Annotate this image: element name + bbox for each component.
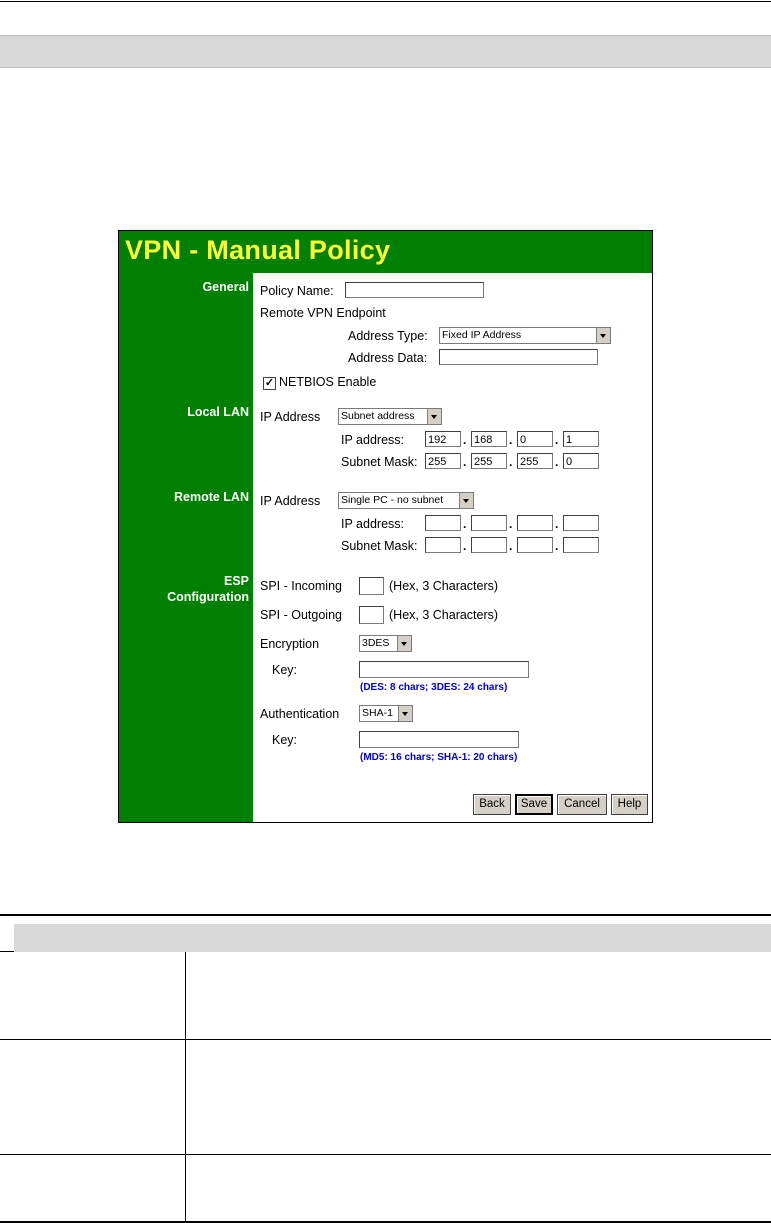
local-ip-octet-3[interactable]: 0 — [517, 431, 553, 447]
spi-incoming-label: SPI - Incoming — [260, 579, 342, 593]
encryption-value: 3DES — [362, 637, 390, 649]
spi-outgoing-input[interactable] — [359, 606, 384, 624]
section-esp-label: ESP — [223, 574, 249, 588]
page-header-bar — [0, 35, 771, 68]
cancel-button[interactable]: Cancel — [557, 794, 607, 815]
remote-ip-label: IP address: — [341, 517, 405, 531]
dot-separator: . — [463, 433, 467, 447]
remote-ip-address-label: IP Address — [260, 494, 321, 508]
dot-separator: . — [463, 455, 467, 469]
table-row — [0, 1155, 771, 1223]
section-general-label: General — [202, 280, 249, 294]
authentication-value: SHA-1 — [362, 707, 393, 719]
local-mask-octet-3[interactable]: 255 — [517, 453, 553, 469]
table-row — [0, 952, 771, 1040]
section-remote-lan-label: Remote LAN — [173, 490, 249, 504]
table-column-divider — [185, 1155, 186, 1221]
window-title: VPN - Manual Policy — [125, 235, 391, 265]
dot-separator: . — [509, 539, 513, 553]
dot-separator: . — [555, 433, 559, 447]
policy-form — [253, 273, 652, 822]
authentication-key-hint: (MD5: 16 chars; SHA-1: 20 chars) — [360, 752, 518, 763]
authentication-key-label: Key: — [272, 733, 298, 747]
chevron-down-icon — [459, 493, 473, 508]
remote-mask-octet-4[interactable] — [563, 537, 599, 553]
spi-incoming-hint: (Hex, 3 Characters) — [389, 579, 499, 593]
remote-mask-octet-1[interactable] — [425, 537, 461, 553]
table-column-divider — [185, 1040, 186, 1154]
remote-mask-octet-2[interactable] — [471, 537, 507, 553]
local-mask-label: Subnet Mask: — [341, 455, 418, 469]
chevron-down-icon — [398, 706, 412, 721]
authentication-select[interactable] — [359, 705, 413, 722]
table-header-shade — [14, 924, 771, 952]
local-mask-octet-2[interactable]: 255 — [471, 453, 507, 469]
window-title-bar — [119, 231, 652, 273]
table-column-divider — [185, 952, 186, 1039]
local-ip-octet-4[interactable]: 1 — [563, 431, 599, 447]
description-table — [0, 914, 771, 1223]
page-top-rule — [0, 1, 771, 2]
address-data-input[interactable] — [439, 349, 598, 365]
local-ip-octet-2[interactable]: 168 — [471, 431, 507, 447]
encryption-key-input[interactable] — [359, 661, 529, 678]
address-data-label: Address Data: — [348, 351, 428, 365]
remote-ip-octet-1[interactable] — [425, 515, 461, 531]
table-header-row — [0, 914, 771, 952]
remote-ip-octet-3[interactable] — [517, 515, 553, 531]
encryption-select[interactable] — [359, 635, 412, 652]
netbios-checkbox[interactable]: ✓ — [264, 377, 275, 389]
dot-separator: . — [509, 455, 513, 469]
dot-separator: . — [555, 539, 559, 553]
section-sidebar — [119, 273, 253, 822]
chevron-down-icon — [596, 328, 610, 343]
table-row — [0, 1040, 771, 1155]
authentication-key-input[interactable] — [359, 731, 519, 748]
dot-separator: . — [555, 517, 559, 531]
policy-name-label: Policy Name: — [260, 284, 334, 298]
dot-separator: . — [509, 433, 513, 447]
local-mask-octet-1[interactable]: 255 — [425, 453, 461, 469]
local-ip-octet-1[interactable]: 192 — [425, 431, 461, 447]
spi-outgoing-label: SPI - Outgoing — [260, 608, 342, 622]
address-type-label: Address Type: — [348, 329, 428, 343]
remote-ip-type-select[interactable] — [338, 492, 474, 509]
section-local-lan-label: Local LAN — [187, 405, 249, 419]
remote-ip-octet-2[interactable] — [471, 515, 507, 531]
remote-ip-type-value: Single PC - no subnet — [341, 494, 444, 506]
back-button[interactable]: Back — [473, 794, 511, 815]
remote-mask-label: Subnet Mask: — [341, 539, 418, 553]
save-button[interactable]: Save — [515, 794, 553, 815]
local-ip-type-value: Subnet address — [341, 410, 415, 422]
spi-outgoing-hint: (Hex, 3 Characters) — [389, 608, 499, 622]
authentication-label: Authentication — [260, 707, 340, 721]
policy-name-input[interactable] — [345, 282, 484, 298]
encryption-key-hint: (DES: 8 chars; 3DES: 24 chars) — [360, 682, 508, 693]
chevron-down-icon — [397, 636, 411, 651]
local-mask-octet-4[interactable]: 0 — [563, 453, 599, 469]
remote-ip-octet-4[interactable] — [563, 515, 599, 531]
vpn-manual-policy-screenshot — [118, 230, 653, 823]
section-esp-config-label: Configuration — [167, 590, 249, 604]
dot-separator: . — [555, 455, 559, 469]
dot-separator: . — [463, 539, 467, 553]
encryption-key-label: Key: — [272, 663, 298, 677]
help-button[interactable]: Help — [611, 794, 648, 815]
address-type-select[interactable] — [439, 327, 611, 344]
remote-vpn-endpoint-label: Remote VPN Endpoint — [260, 306, 386, 320]
dot-separator: . — [509, 517, 513, 531]
spi-incoming-input[interactable] — [359, 577, 384, 595]
encryption-label: Encryption — [260, 637, 320, 651]
dot-separator: . — [463, 517, 467, 531]
local-ip-address-label: IP Address — [260, 410, 321, 424]
address-type-value: Fixed IP Address — [442, 329, 522, 341]
local-ip-type-select[interactable] — [338, 408, 442, 425]
netbios-enable-label: NETBIOS Enable — [279, 375, 377, 389]
local-ip-label: IP address: — [341, 433, 405, 447]
remote-mask-octet-3[interactable] — [517, 537, 553, 553]
chevron-down-icon — [427, 409, 441, 424]
